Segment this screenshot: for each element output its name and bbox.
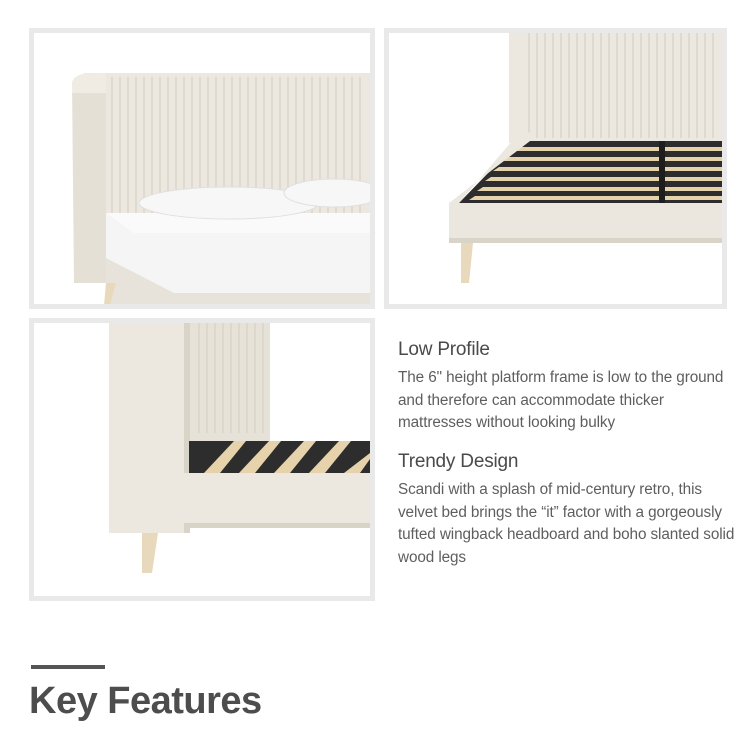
bed-photo-frame-slats bbox=[384, 28, 727, 309]
feature-trendy-design bbox=[398, 451, 738, 569]
feature-title: Trendy Design bbox=[398, 451, 519, 472]
bed-illustration-3 bbox=[34, 323, 370, 596]
bed-photo-side-closeup bbox=[29, 318, 375, 601]
bed-photo-headboard-pillows bbox=[29, 28, 375, 309]
bed-illustration-1 bbox=[34, 33, 370, 304]
section-title-rule bbox=[31, 665, 105, 669]
feature-low-profile bbox=[398, 339, 738, 435]
feature-description: The 6" height platform frame is low to the ground and therefore can accommodate thicker mattresses without looking bulky bbox=[398, 369, 724, 431]
feature-description: Scandi with a splash of mid-century retro, this velvet bed brings the “it” factor with a gorgeously tufted wingback headboard and boho slanted solid wood legs bbox=[398, 481, 735, 566]
section-title: Key Features bbox=[29, 680, 262, 722]
bed-illustration-2 bbox=[389, 33, 722, 304]
feature-title: Low Profile bbox=[398, 339, 490, 360]
